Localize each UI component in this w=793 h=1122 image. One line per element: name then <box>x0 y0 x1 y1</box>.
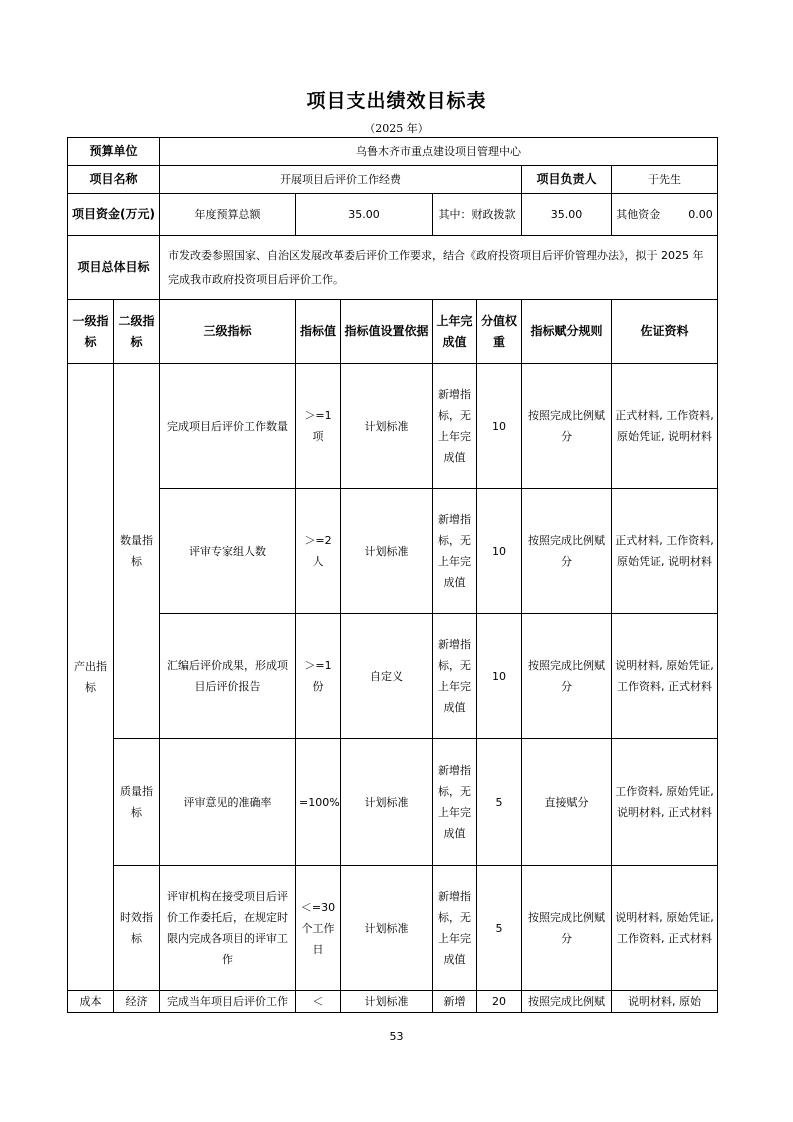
col-level3: 三级指标 <box>160 300 296 364</box>
cell-level3: 汇编后评价成果，形成项目后评价报告 <box>160 614 296 739</box>
other-value: 0.00 <box>688 208 713 221</box>
group-quantity: 数量指标 <box>114 364 160 739</box>
cell-evidence: 正式材料, 工作资料, 原始凭证, 说明材料 <box>612 489 718 614</box>
group-economic: 经济 <box>114 991 160 1013</box>
overall-goal-value: 市发改委参照国家、自治区发展改革委后评价工作要求，结合《政府投资项目后评价管理办法》，拟于 2025 年完成我市政府投资项目后评价工作。 <box>160 236 718 300</box>
cell-value: ＜=30个工作日 <box>296 866 341 991</box>
group-quality: 质量指标 <box>114 739 160 866</box>
cell-last-year: 新增指标，无上年完成值 <box>433 614 477 739</box>
cell-weight: 10 <box>477 489 522 614</box>
cell-basis: 计划标准 <box>341 739 433 866</box>
performance-target-table <box>67 137 718 1013</box>
cell-rule: 按照完成比例赋分 <box>522 364 612 489</box>
cell-basis: 计划标准 <box>341 364 433 489</box>
col-last-year: 上年完成值 <box>433 300 477 364</box>
overall-goal-row <box>68 236 718 300</box>
annual-total-value: 35.00 <box>296 194 433 236</box>
budget-unit-label: 预算单位 <box>68 138 160 166</box>
col-rule: 指标赋分规则 <box>522 300 612 364</box>
group-cost: 成本 <box>68 991 114 1013</box>
cell-basis: 计划标准 <box>341 866 433 991</box>
fiscal-value: 35.00 <box>522 194 612 236</box>
budget-unit-row <box>68 138 718 166</box>
col-evidence: 佐证资料 <box>612 300 718 364</box>
cell-rule: 按照完成比例赋分 <box>522 614 612 739</box>
other-label: 其他资金 <box>616 208 661 221</box>
col-level2: 二级指标 <box>114 300 160 364</box>
fiscal-label: 其中：财政拨款 <box>433 194 522 236</box>
col-weight: 分值权重 <box>477 300 522 364</box>
leader-value: 于先生 <box>612 166 718 194</box>
col-level1: 一级指标 <box>68 300 114 364</box>
cell-value: ＞=1项 <box>296 364 341 489</box>
cell-weight: 10 <box>477 364 522 489</box>
cell-last-year: 新增指标，无上年完成值 <box>433 866 477 991</box>
cell-evidence: 正式材料, 工作资料, 原始凭证, 说明材料 <box>612 364 718 489</box>
group-timeliness: 时效指标 <box>114 866 160 991</box>
column-header-row <box>68 300 718 364</box>
cell-value: ＞=1份 <box>296 614 341 739</box>
funds-row <box>68 194 718 236</box>
cell-value: ＜ <box>296 991 341 1013</box>
year-label: （2025 年） <box>364 122 429 135</box>
cell-last-year: 新增指标，无上年完成值 <box>433 489 477 614</box>
table-row <box>68 866 718 991</box>
cell-evidence: 说明材料, 原始 <box>612 991 718 1013</box>
cell-rule: 按照完成比例赋分 <box>522 866 612 991</box>
col-value: 指标值 <box>296 300 341 364</box>
cell-evidence: 工作资料, 原始凭证, 说明材料, 正式材料 <box>612 739 718 866</box>
table-row <box>68 614 718 739</box>
cell-level3: 评审意见的准确率 <box>160 739 296 866</box>
project-name-label: 项目名称 <box>68 166 160 194</box>
cell-rule: 按照完成比例赋 <box>522 991 612 1013</box>
cell-basis: 计划标准 <box>341 991 433 1013</box>
table-row <box>68 364 718 489</box>
project-name-value: 开展项目后评价工作经费 <box>160 166 522 194</box>
overall-goal-label: 项目总体目标 <box>68 236 160 300</box>
leader-label: 项目负责人 <box>522 166 612 194</box>
cell-basis: 自定义 <box>341 614 433 739</box>
group-output: 产出指标 <box>68 364 114 991</box>
project-name-row <box>68 166 718 194</box>
cell-level3: 评审专家组人数 <box>160 489 296 614</box>
table-row <box>68 739 718 866</box>
annual-total-label: 年度预算总额 <box>160 194 296 236</box>
table-row <box>68 991 718 1013</box>
page-number: 53 <box>389 1030 404 1043</box>
cell-basis: 计划标准 <box>341 489 433 614</box>
budget-unit-value: 乌鲁木齐市重点建设项目管理中心 <box>160 138 718 166</box>
page-title: 项目支出绩效目标表 <box>306 90 487 112</box>
cell-evidence: 说明材料, 原始凭证, 工作资料, 正式材料 <box>612 614 718 739</box>
cell-weight: 10 <box>477 614 522 739</box>
cell-level3: 完成项目后评价工作数量 <box>160 364 296 489</box>
cell-rule: 按照完成比例赋分 <box>522 489 612 614</box>
cell-evidence: 说明材料, 原始凭证, 工作资料, 正式材料 <box>612 866 718 991</box>
cell-weight: 5 <box>477 739 522 866</box>
cell-value: ＞=2人 <box>296 489 341 614</box>
cell-level3: 完成当年项目后评价工作 <box>160 991 296 1013</box>
cell-last-year: 新增指标，无上年完成值 <box>433 364 477 489</box>
col-basis: 指标值设置依据 <box>341 300 433 364</box>
table-row <box>68 489 718 614</box>
cell-rule: 直接赋分 <box>522 739 612 866</box>
cell-value: =100% <box>296 739 341 866</box>
cell-last-year: 新增 <box>433 991 477 1013</box>
cell-level3: 评审机构在接受项目后评价工作委托后，在规定时限内完成各项目的评审工作 <box>160 866 296 991</box>
funds-label: 项目资金(万元) <box>68 194 160 236</box>
other-funds-cell <box>612 194 718 236</box>
cell-last-year: 新增指标，无上年完成值 <box>433 739 477 866</box>
cell-weight: 5 <box>477 866 522 991</box>
cell-weight: 20 <box>477 991 522 1013</box>
